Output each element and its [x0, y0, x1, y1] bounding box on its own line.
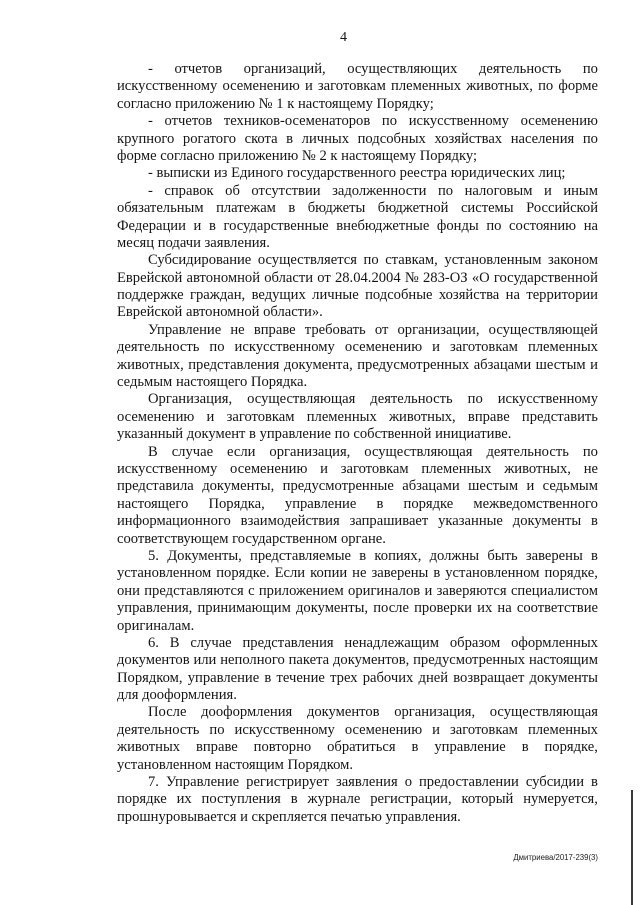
- word: представила: [117, 478, 194, 495]
- word: в: [290, 791, 298, 808]
- word: состоянию: [509, 217, 577, 234]
- word: 7.: [148, 774, 159, 791]
- text-line: [117, 78, 598, 95]
- word: порядке.: [216, 565, 270, 582]
- word: деятельность: [370, 391, 453, 408]
- word: «О: [471, 269, 490, 286]
- word: бюджетной: [377, 200, 449, 217]
- word: в: [286, 130, 294, 147]
- word: должны: [429, 547, 480, 564]
- word: журнале: [307, 791, 361, 808]
- word: осеменению: [222, 78, 300, 95]
- word: документа,: [283, 356, 353, 373]
- word: Документы,: [167, 547, 242, 564]
- word: или: [193, 652, 217, 669]
- word: и: [193, 217, 202, 234]
- word: управление: [434, 739, 506, 756]
- word: Порядком,: [117, 669, 183, 686]
- word: искусственному: [117, 78, 218, 95]
- word: представляются: [144, 582, 244, 599]
- word: скота: [244, 130, 278, 147]
- word: по: [582, 61, 598, 77]
- word: В: [148, 443, 158, 460]
- word: по: [486, 217, 502, 234]
- word: быть: [487, 547, 518, 564]
- text-line: указанный документ в управление по собственной инициативе.: [117, 426, 512, 443]
- word: регистрирует: [246, 774, 329, 791]
- word: хозяйствах: [434, 130, 503, 147]
- word: предоставлении: [418, 774, 519, 791]
- scan-edge-line: [631, 790, 633, 905]
- word: проверки: [414, 600, 472, 617]
- word: внебюджетные: [336, 217, 430, 234]
- word: осеменению: [520, 113, 598, 130]
- word: территории: [526, 287, 598, 304]
- paragraph: [117, 61, 598, 113]
- word: установленном: [117, 565, 212, 582]
- word: Порядка,: [208, 495, 265, 512]
- word: регистрации,: [370, 791, 452, 808]
- text-line: установленном настоящим Порядком.: [117, 756, 354, 773]
- word: если: [227, 443, 256, 460]
- word: животных,: [388, 408, 456, 425]
- text-line: [117, 218, 598, 235]
- word: повторно: [253, 739, 312, 756]
- footer-code: Дмитриева/2017-239(3): [513, 853, 598, 862]
- word: трех: [330, 669, 358, 686]
- word: осеменению: [344, 339, 423, 356]
- word: законом: [548, 252, 598, 269]
- word: государственные: [223, 217, 329, 234]
- text-line: [117, 444, 598, 461]
- word: специалистом: [510, 582, 598, 599]
- text-line: [117, 357, 598, 374]
- word: информационного: [117, 513, 231, 530]
- word: предусмотренные: [282, 478, 394, 495]
- text-line: [117, 635, 598, 652]
- word: осуществляется: [257, 252, 357, 269]
- word: заготовкам: [449, 721, 518, 738]
- word: платежам: [216, 200, 276, 217]
- word: и: [424, 582, 433, 599]
- word: от: [374, 321, 389, 338]
- word: осуществляющая: [364, 443, 473, 460]
- word: с: [248, 582, 255, 599]
- text-line: [117, 652, 598, 669]
- paragraph: [117, 635, 598, 705]
- word: подсобные: [365, 287, 433, 304]
- word: вправе: [467, 408, 510, 425]
- text-line: [117, 565, 598, 582]
- word: осеменению: [117, 408, 195, 425]
- word: деятельность: [117, 339, 200, 356]
- word: случае: [171, 443, 214, 460]
- word: управление: [187, 669, 260, 686]
- text-line: [117, 183, 598, 200]
- word: настоящим: [528, 652, 598, 669]
- word: и: [432, 339, 440, 356]
- word: племенных: [421, 460, 492, 477]
- word: седьмым: [542, 478, 598, 495]
- word: абзацами: [473, 356, 532, 373]
- text-line: [117, 722, 598, 739]
- word: Российской: [526, 200, 598, 217]
- word: который: [461, 791, 514, 808]
- word: не: [230, 321, 245, 338]
- word: о: [404, 774, 412, 791]
- word: организация,: [269, 443, 351, 460]
- text-line: [117, 461, 598, 478]
- text-line: [117, 478, 598, 495]
- word: оригиналов: [348, 582, 421, 599]
- word: на: [583, 217, 598, 234]
- word: После: [148, 704, 187, 721]
- text-line: [117, 339, 598, 356]
- word: племенных: [527, 339, 598, 356]
- word: отсутствии: [251, 182, 321, 199]
- word: документы,: [295, 600, 369, 617]
- word: отчетов: [174, 61, 223, 77]
- word: №: [404, 269, 419, 286]
- word: шестым: [468, 478, 519, 495]
- word: справок: [164, 182, 214, 199]
- word: в: [376, 495, 384, 512]
- word: по: [381, 113, 398, 130]
- text-line: [117, 200, 598, 217]
- paragraph: [117, 774, 598, 826]
- word: обратиться: [327, 739, 396, 756]
- word: -: [148, 113, 153, 130]
- word: по: [363, 252, 379, 269]
- word: искусственному: [234, 721, 335, 738]
- word: заготовкам: [317, 78, 386, 95]
- word: на: [497, 600, 512, 617]
- text-line: седьмым настоящего Порядка.: [117, 374, 308, 391]
- word: по: [209, 339, 225, 356]
- word: области: [264, 269, 314, 286]
- word: предусмотренных: [413, 652, 526, 669]
- word: их: [477, 600, 493, 617]
- word: в: [208, 217, 216, 234]
- word: порядке,: [544, 565, 598, 582]
- word: документов,: [333, 652, 410, 669]
- word: по: [538, 78, 554, 95]
- word: принимающим: [197, 600, 291, 617]
- word: об: [225, 182, 240, 199]
- word: рогатого: [182, 130, 237, 147]
- word: Управление: [148, 321, 222, 338]
- word: осуществляющей: [488, 321, 598, 338]
- word: иным: [563, 182, 598, 199]
- word: граждан,: [190, 287, 246, 304]
- word: Федерации: [117, 217, 186, 234]
- word: и: [304, 78, 313, 95]
- word: на: [505, 287, 520, 304]
- word: и: [590, 356, 598, 373]
- word: заготовкам: [226, 408, 295, 425]
- word: в: [264, 669, 272, 686]
- word: в: [591, 774, 598, 791]
- paragraph: [117, 444, 598, 548]
- paragraph: [117, 113, 598, 165]
- word: 283-ОЗ: [423, 269, 468, 286]
- word: и: [526, 478, 535, 495]
- word: животных,: [504, 460, 571, 477]
- word: по: [582, 130, 598, 147]
- word: государственной: [493, 269, 598, 286]
- word: настоящего: [117, 495, 189, 512]
- word: ставкам,: [385, 252, 438, 269]
- word: 6.: [148, 634, 159, 651]
- word: не: [352, 565, 367, 582]
- word: ненадлежащим: [344, 634, 440, 651]
- word: в: [411, 739, 419, 756]
- page-number: 4: [340, 30, 347, 45]
- word: управления,: [117, 600, 193, 617]
- word: предусмотренных: [357, 356, 470, 373]
- word: осуществляющих: [347, 61, 458, 77]
- word: искусственному: [117, 460, 218, 477]
- word: субсидии: [525, 774, 585, 791]
- word: управление: [284, 495, 357, 512]
- word: документы: [529, 669, 598, 686]
- word: 5.: [148, 547, 159, 564]
- word: искусственному: [234, 339, 335, 356]
- word: и: [432, 721, 440, 738]
- word: Управление: [165, 774, 240, 791]
- word: -: [148, 182, 153, 199]
- paragraph: [117, 252, 598, 322]
- paragraph: [117, 322, 598, 392]
- word: личные: [312, 287, 359, 304]
- word: обязательным: [117, 200, 204, 217]
- word: порядке: [403, 495, 454, 512]
- text-line: форме согласно приложению № 2 к настоящему Порядку;: [117, 147, 478, 164]
- word: ведущих: [251, 287, 306, 304]
- text-line: [117, 322, 598, 339]
- word: животных: [117, 739, 181, 756]
- word: искусственному: [497, 391, 598, 408]
- word: документы: [512, 513, 582, 530]
- word: их: [176, 791, 192, 808]
- word: межведомственного: [473, 495, 598, 512]
- word: оформленных: [511, 634, 598, 651]
- text-line: [117, 287, 598, 304]
- word: дней: [418, 669, 449, 686]
- word: абзацами: [402, 478, 460, 495]
- text-line: Еврейской автономной области».: [117, 304, 323, 321]
- word: заверены: [525, 547, 583, 564]
- word: заготовкам: [449, 339, 518, 356]
- text-line: [117, 583, 598, 600]
- text-line: [117, 409, 598, 426]
- word: шестым: [535, 356, 586, 373]
- word: осеменению: [344, 721, 423, 738]
- text-line: [117, 61, 598, 78]
- word: по: [437, 182, 454, 199]
- text-line: [117, 774, 598, 791]
- word: документов: [117, 652, 190, 669]
- text-line: - выписки из Единого государственного реестра юридических лиц;: [148, 165, 566, 182]
- text-line: [117, 131, 598, 148]
- word: В: [169, 634, 180, 651]
- word: животных,: [117, 356, 184, 373]
- word: Если: [274, 565, 306, 582]
- paragraph: [117, 391, 598, 443]
- text-line: соответствующем государственном органе.: [117, 530, 386, 547]
- word: поступления: [201, 791, 281, 808]
- word: в: [591, 547, 598, 564]
- word: течение: [276, 669, 325, 686]
- word: в: [433, 565, 441, 582]
- word: осуществляющая: [489, 704, 598, 721]
- word: в: [521, 739, 529, 756]
- word: пакета: [288, 652, 330, 669]
- word: представить: [521, 408, 598, 425]
- text-line: [117, 704, 598, 721]
- word: автономной: [186, 269, 261, 286]
- text-line: [117, 270, 598, 287]
- word: от: [317, 269, 331, 286]
- word: дооформления: [201, 704, 293, 721]
- document-body: [117, 61, 598, 826]
- word: и: [206, 408, 215, 425]
- word: возвращает: [453, 669, 525, 686]
- word: задолженности: [332, 182, 427, 199]
- word: личных: [301, 130, 350, 147]
- word: организации,: [397, 321, 480, 338]
- word: осеменению: [230, 460, 308, 477]
- word: представления: [242, 634, 334, 651]
- word: документов: [306, 704, 380, 721]
- word: вправе: [195, 739, 238, 756]
- text-line: [117, 791, 598, 808]
- word: по: [467, 391, 483, 408]
- word: представляемые: [250, 547, 352, 564]
- word: Еврейской: [117, 269, 183, 286]
- word: техников-осеменаторов: [223, 113, 371, 130]
- word: деятельность: [478, 61, 562, 77]
- word: организаций,: [243, 61, 326, 77]
- word: копиях,: [374, 547, 422, 564]
- word: крупного: [117, 130, 175, 147]
- word: системы: [460, 200, 514, 217]
- word: заявления: [335, 774, 398, 791]
- word: племенных: [391, 78, 462, 95]
- text-line: месяц подачи заявления.: [117, 234, 270, 251]
- word: копии: [310, 565, 348, 582]
- text-line: оригиналам.: [117, 617, 195, 634]
- word: в: [591, 513, 598, 530]
- word: указанные: [438, 513, 503, 530]
- word: и: [320, 460, 328, 477]
- word: животных,: [466, 78, 533, 95]
- word: представления: [188, 356, 280, 373]
- text-line: [117, 600, 598, 617]
- text-line: [117, 670, 598, 687]
- word: в: [359, 547, 367, 564]
- word: соответствие: [516, 600, 598, 617]
- paragraph: [117, 183, 598, 253]
- paragraph: [117, 165, 598, 182]
- word: требовать: [304, 321, 366, 338]
- word: -: [148, 61, 153, 77]
- text-line: [117, 391, 598, 408]
- text-line: для дооформления.: [117, 687, 237, 704]
- text-line: [117, 739, 598, 756]
- word: неполного: [220, 652, 285, 669]
- word: хозяйства: [438, 287, 500, 304]
- word: бюджеты: [307, 200, 366, 217]
- text-line: [117, 496, 598, 513]
- word: после: [373, 600, 409, 617]
- word: осуществляющая: [247, 391, 356, 408]
- paragraph: [117, 704, 598, 774]
- word: заверяются: [436, 582, 507, 599]
- paragraph: [117, 548, 598, 635]
- word: они: [117, 582, 140, 599]
- text-line: [117, 252, 598, 269]
- text-line: [117, 513, 598, 530]
- word: порядке,: [544, 739, 598, 756]
- word: заверены: [371, 565, 429, 582]
- word: племенных: [306, 408, 377, 425]
- word: приложением: [258, 582, 344, 599]
- word: племенных: [527, 721, 598, 738]
- word: и: [543, 182, 552, 199]
- word: установленном: [445, 565, 540, 582]
- text-line: [117, 548, 598, 565]
- word: установленным: [444, 252, 542, 269]
- word: Организация,: [148, 391, 233, 408]
- word: документы,: [202, 478, 275, 495]
- word: фонды: [436, 217, 479, 234]
- word: населения: [510, 130, 575, 147]
- word: деятельность: [117, 721, 200, 738]
- word: образом: [449, 634, 501, 651]
- word: поддержке: [117, 287, 184, 304]
- word: налоговым: [464, 182, 533, 199]
- word: отчетов: [164, 113, 213, 130]
- word: по: [582, 443, 598, 460]
- word: организация,: [394, 704, 476, 721]
- word: 28.04.2004: [334, 269, 401, 286]
- word: заготовкам: [340, 460, 409, 477]
- word: форме: [558, 78, 598, 95]
- word: нумеруется,: [523, 791, 598, 808]
- word: подсобных: [357, 130, 426, 147]
- word: не: [583, 460, 598, 477]
- word: Субсидирование: [148, 252, 252, 269]
- text-line: [117, 113, 598, 130]
- word: по: [209, 721, 225, 738]
- word: в: [288, 200, 296, 217]
- word: порядке: [117, 791, 167, 808]
- word: искусственному: [408, 113, 509, 130]
- word: взаимодействия: [240, 513, 340, 530]
- word: рабочих: [362, 669, 414, 686]
- text-line: согласно приложению № 1 к настоящему Порядку;: [117, 95, 434, 112]
- word: вправе: [253, 321, 296, 338]
- word: запрашивает: [349, 513, 429, 530]
- word: случае: [190, 634, 232, 651]
- text-line: прошнуровывается и скрепляется печатью управления.: [117, 808, 461, 825]
- word: деятельность: [486, 443, 569, 460]
